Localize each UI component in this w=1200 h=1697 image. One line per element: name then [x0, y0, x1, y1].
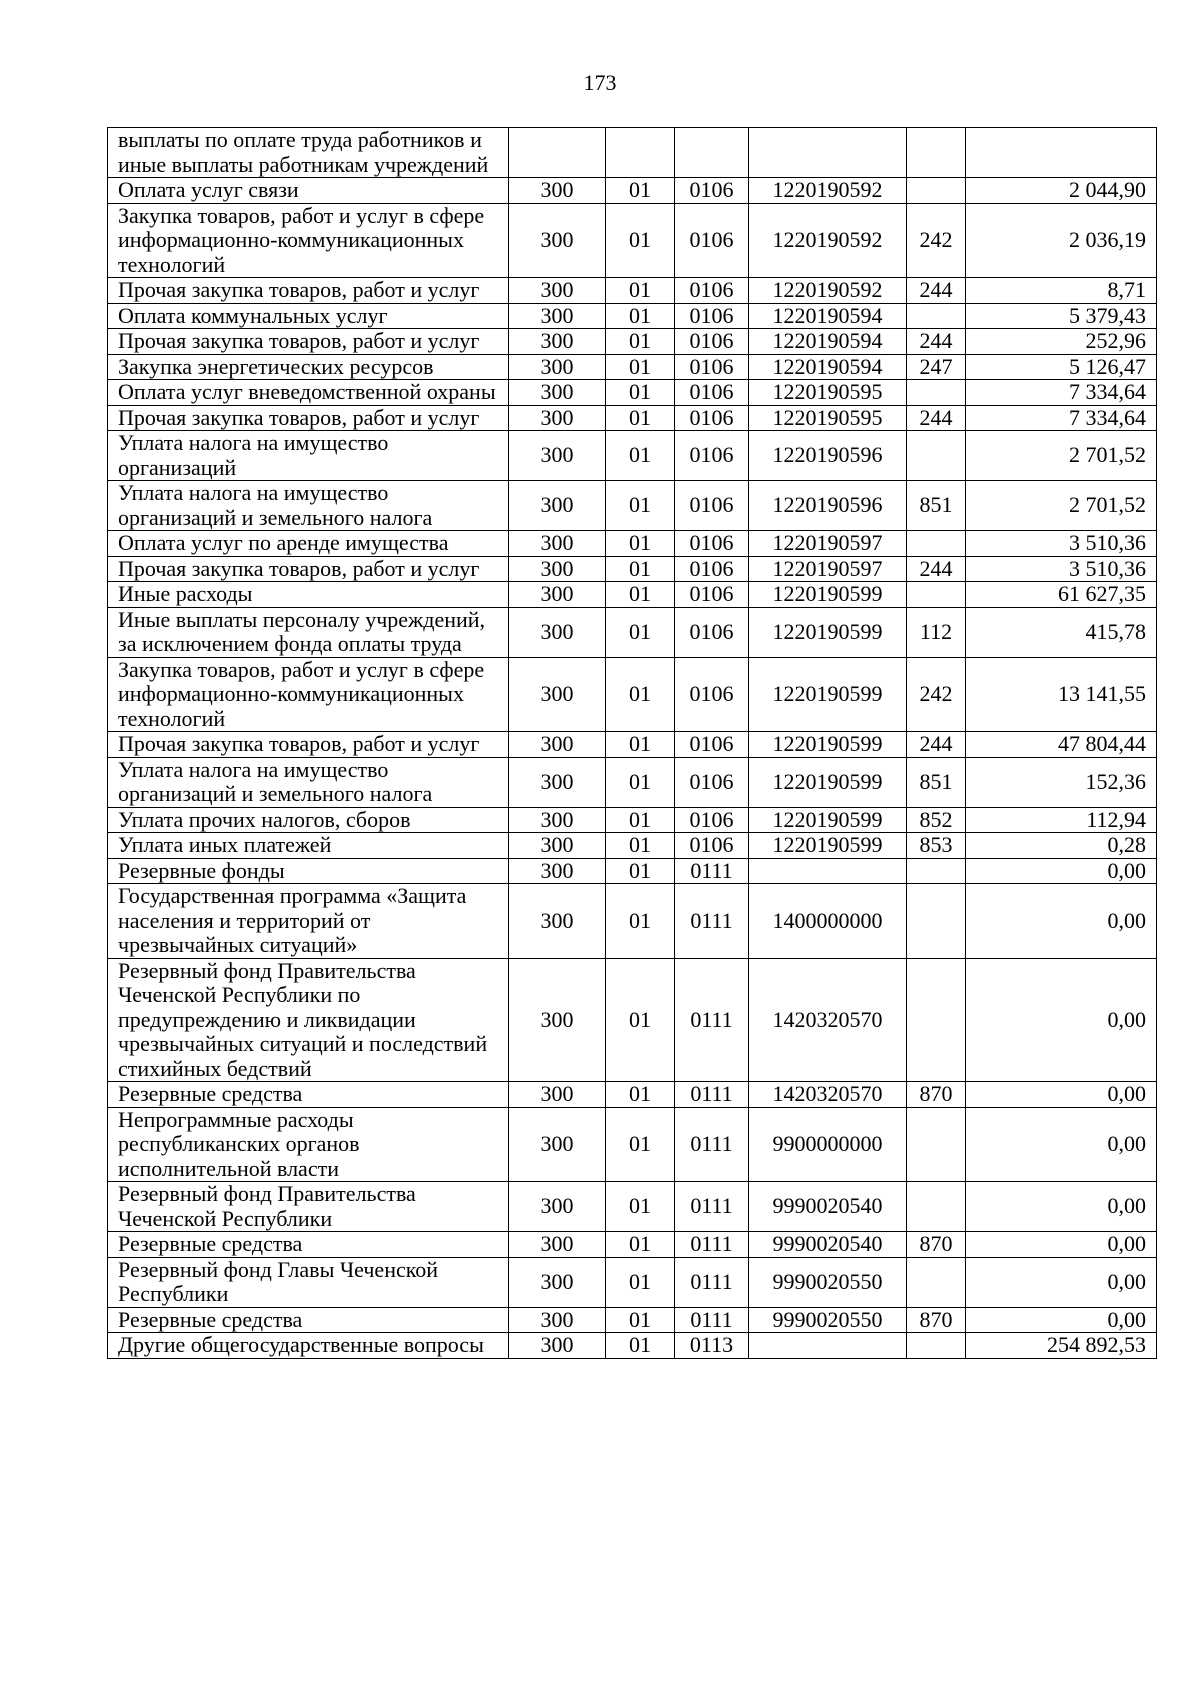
row-target-article-cell: 9990020550: [749, 1307, 907, 1333]
row-target-article-cell: 9900000000: [749, 1107, 907, 1182]
row-target-article-cell: 1220190595: [749, 380, 907, 406]
row-subsection-cell: 0106: [675, 380, 749, 406]
row-expense-type-cell: [907, 858, 966, 884]
budget-table-body: [108, 128, 1157, 1359]
table-row: [108, 1333, 1157, 1359]
row-name-cell: Прочая закупка товаров, работ и услуг: [108, 556, 509, 582]
row-section-cell: 01: [606, 607, 675, 657]
row-expense-type-cell: [907, 1107, 966, 1182]
row-expense-type-cell: 244: [907, 556, 966, 582]
row-subsection-cell: 0106: [675, 354, 749, 380]
row-name-cell: Оплата услуг вневедомственной охраны: [108, 380, 509, 406]
row-name-cell: Уплата прочих налогов, сборов: [108, 807, 509, 833]
row-target-article-cell: [749, 128, 907, 178]
row-name-cell: Прочая закупка товаров, работ и услуг: [108, 278, 509, 304]
row-target-article-cell: 9990020540: [749, 1182, 907, 1232]
table-row: [108, 1182, 1157, 1232]
row-amount-cell: 3 510,36: [966, 556, 1157, 582]
row-name-cell: Резервный фонд Правительства Чеченской Республики по предупреждению и ликвидации чрезвычайных ситуаций и последствий стихийных бедствий: [108, 958, 509, 1082]
row-amount-cell: 5 379,43: [966, 303, 1157, 329]
row-expense-type-cell: [907, 884, 966, 959]
row-name-cell: Иные выплаты персоналу учреждений, за исключением фонда оплаты труда: [108, 607, 509, 657]
row-section-cell: 01: [606, 1257, 675, 1307]
row-name-cell: Уплата налога на имущество организаций и земельного налога: [108, 481, 509, 531]
row-section-cell: 01: [606, 278, 675, 304]
table-row: [108, 128, 1157, 178]
table-row: [108, 531, 1157, 557]
row-amount-cell: 0,28: [966, 833, 1157, 859]
row-amount-cell: 415,78: [966, 607, 1157, 657]
row-section-cell: 01: [606, 354, 675, 380]
row-name-cell: Прочая закупка товаров, работ и услуг: [108, 329, 509, 355]
row-section-cell: 01: [606, 732, 675, 758]
row-target-article-cell: 1220190597: [749, 531, 907, 557]
row-amount-cell: 0,00: [966, 884, 1157, 959]
row-amount-cell: 2 701,52: [966, 431, 1157, 481]
row-expense-type-cell: 870: [907, 1082, 966, 1108]
row-subsection-cell: 0106: [675, 303, 749, 329]
row-expense-type-cell: 112: [907, 607, 966, 657]
row-target-article-cell: 1220190592: [749, 203, 907, 278]
row-grbs-cell: 300: [509, 1082, 606, 1108]
row-subsection-cell: 0106: [675, 657, 749, 732]
row-name-cell: Прочая закупка товаров, работ и услуг: [108, 405, 509, 431]
row-grbs-cell: 300: [509, 556, 606, 582]
row-target-article-cell: 1220190599: [749, 757, 907, 807]
table-row: [108, 431, 1157, 481]
row-expense-type-cell: 870: [907, 1232, 966, 1258]
row-subsection-cell: 0106: [675, 757, 749, 807]
row-subsection-cell: 0106: [675, 278, 749, 304]
row-target-article-cell: 1220190599: [749, 732, 907, 758]
row-expense-type-cell: [907, 1182, 966, 1232]
table-row: [108, 884, 1157, 959]
budget-table: [107, 127, 1157, 1359]
row-section-cell: [606, 128, 675, 178]
row-subsection-cell: 0111: [675, 1257, 749, 1307]
row-grbs-cell: 300: [509, 203, 606, 278]
row-subsection-cell: 0111: [675, 884, 749, 959]
row-expense-type-cell: [907, 178, 966, 204]
row-amount-cell: 0,00: [966, 1182, 1157, 1232]
row-target-article-cell: [749, 858, 907, 884]
table-row: [108, 958, 1157, 1082]
row-target-article-cell: 1420320570: [749, 958, 907, 1082]
row-target-article-cell: 1220190599: [749, 807, 907, 833]
row-section-cell: 01: [606, 833, 675, 859]
row-name-cell: Резервные фонды: [108, 858, 509, 884]
row-name-cell: Резервные средства: [108, 1307, 509, 1333]
row-section-cell: 01: [606, 178, 675, 204]
row-name-cell: Оплата услуг по аренде имущества: [108, 531, 509, 557]
row-expense-type-cell: 242: [907, 657, 966, 732]
row-grbs-cell: 300: [509, 732, 606, 758]
row-amount-cell: 0,00: [966, 858, 1157, 884]
row-expense-type-cell: 853: [907, 833, 966, 859]
row-subsection-cell: 0111: [675, 958, 749, 1082]
table-row: [108, 1107, 1157, 1182]
row-expense-type-cell: 870: [907, 1307, 966, 1333]
row-section-cell: 01: [606, 303, 675, 329]
row-section-cell: 01: [606, 1333, 675, 1359]
row-target-article-cell: 1220190599: [749, 833, 907, 859]
table-row: [108, 405, 1157, 431]
row-grbs-cell: 300: [509, 1257, 606, 1307]
row-target-article-cell: 1220190594: [749, 303, 907, 329]
table-row: [108, 1082, 1157, 1108]
row-amount-cell: 5 126,47: [966, 354, 1157, 380]
row-subsection-cell: 0111: [675, 1307, 749, 1333]
row-name-cell: Оплата коммунальных услуг: [108, 303, 509, 329]
row-grbs-cell: 300: [509, 884, 606, 959]
row-amount-cell: 254 892,53: [966, 1333, 1157, 1359]
row-grbs-cell: 300: [509, 657, 606, 732]
row-name-cell: Резервный фонд Правительства Чеченской Республики: [108, 1182, 509, 1232]
row-grbs-cell: 300: [509, 582, 606, 608]
row-name-cell: Резервные средства: [108, 1082, 509, 1108]
row-section-cell: 01: [606, 582, 675, 608]
table-row: [108, 833, 1157, 859]
row-subsection-cell: 0111: [675, 1182, 749, 1232]
row-subsection-cell: 0106: [675, 405, 749, 431]
row-target-article-cell: 1220190597: [749, 556, 907, 582]
table-row: [108, 607, 1157, 657]
row-expense-type-cell: [907, 582, 966, 608]
row-target-article-cell: 1220190596: [749, 481, 907, 531]
row-grbs-cell: 300: [509, 1107, 606, 1182]
row-expense-type-cell: [907, 958, 966, 1082]
row-target-article-cell: 1220190599: [749, 582, 907, 608]
row-amount-cell: 2 044,90: [966, 178, 1157, 204]
row-section-cell: 01: [606, 481, 675, 531]
row-expense-type-cell: 242: [907, 203, 966, 278]
row-amount-cell: [966, 128, 1157, 178]
row-name-cell: Закупка товаров, работ и услуг в сфере информационно-коммуникационных технологий: [108, 203, 509, 278]
row-expense-type-cell: 244: [907, 405, 966, 431]
row-subsection-cell: 0106: [675, 531, 749, 557]
row-subsection-cell: 0106: [675, 607, 749, 657]
row-grbs-cell: 300: [509, 405, 606, 431]
row-name-cell: Закупка товаров, работ и услуг в сфере информационно-коммуникационных технологий: [108, 657, 509, 732]
row-section-cell: 01: [606, 203, 675, 278]
row-section-cell: 01: [606, 958, 675, 1082]
table-row: [108, 1232, 1157, 1258]
row-name-cell: выплаты по оплате труда работников и иные выплаты работникам учреждений: [108, 128, 509, 178]
row-amount-cell: 0,00: [966, 1307, 1157, 1333]
row-section-cell: 01: [606, 329, 675, 355]
page-number: 173: [583, 70, 617, 95]
table-row: [108, 858, 1157, 884]
row-grbs-cell: 300: [509, 833, 606, 859]
row-expense-type-cell: [907, 128, 966, 178]
row-section-cell: 01: [606, 531, 675, 557]
table-row: [108, 380, 1157, 406]
row-expense-type-cell: 851: [907, 481, 966, 531]
row-name-cell: Закупка энергетических ресурсов: [108, 354, 509, 380]
row-expense-type-cell: [907, 431, 966, 481]
row-amount-cell: 2 036,19: [966, 203, 1157, 278]
row-target-article-cell: 1220190592: [749, 178, 907, 204]
row-section-cell: 01: [606, 1082, 675, 1108]
row-name-cell: Уплата налога на имущество организаций: [108, 431, 509, 481]
row-subsection-cell: 0106: [675, 556, 749, 582]
row-target-article-cell: [749, 1333, 907, 1359]
row-subsection-cell: 0106: [675, 203, 749, 278]
row-section-cell: 01: [606, 1107, 675, 1182]
row-subsection-cell: 0106: [675, 582, 749, 608]
row-target-article-cell: 1420320570: [749, 1082, 907, 1108]
row-target-article-cell: 1220190594: [749, 329, 907, 355]
row-name-cell: Другие общегосударственные вопросы: [108, 1333, 509, 1359]
table-row: [108, 582, 1157, 608]
table-row: [108, 1307, 1157, 1333]
row-name-cell: Непрограммные расходы республиканских органов исполнительной власти: [108, 1107, 509, 1182]
row-expense-type-cell: [907, 1257, 966, 1307]
row-amount-cell: 112,94: [966, 807, 1157, 833]
row-grbs-cell: 300: [509, 303, 606, 329]
row-subsection-cell: 0111: [675, 1107, 749, 1182]
row-expense-type-cell: [907, 1333, 966, 1359]
row-subsection-cell: 0113: [675, 1333, 749, 1359]
row-grbs-cell: 300: [509, 607, 606, 657]
row-name-cell: Иные расходы: [108, 582, 509, 608]
row-amount-cell: 47 804,44: [966, 732, 1157, 758]
row-amount-cell: 3 510,36: [966, 531, 1157, 557]
row-amount-cell: 252,96: [966, 329, 1157, 355]
row-amount-cell: 0,00: [966, 1257, 1157, 1307]
row-subsection-cell: 0106: [675, 329, 749, 355]
table-row: [108, 329, 1157, 355]
row-section-cell: 01: [606, 380, 675, 406]
row-section-cell: 01: [606, 858, 675, 884]
row-amount-cell: 0,00: [966, 1082, 1157, 1108]
row-expense-type-cell: 244: [907, 732, 966, 758]
row-target-article-cell: 9990020540: [749, 1232, 907, 1258]
row-name-cell: Резервные средства: [108, 1232, 509, 1258]
row-name-cell: Оплата услуг связи: [108, 178, 509, 204]
row-grbs-cell: 300: [509, 329, 606, 355]
row-section-cell: 01: [606, 1307, 675, 1333]
row-grbs-cell: 300: [509, 1182, 606, 1232]
row-amount-cell: 13 141,55: [966, 657, 1157, 732]
row-section-cell: 01: [606, 556, 675, 582]
table-row: [108, 203, 1157, 278]
table-row: [108, 178, 1157, 204]
row-grbs-cell: 300: [509, 380, 606, 406]
row-amount-cell: 0,00: [966, 1232, 1157, 1258]
row-amount-cell: 2 701,52: [966, 481, 1157, 531]
row-grbs-cell: 300: [509, 1307, 606, 1333]
row-section-cell: 01: [606, 757, 675, 807]
row-subsection-cell: 0106: [675, 833, 749, 859]
row-grbs-cell: 300: [509, 278, 606, 304]
row-grbs-cell: 300: [509, 431, 606, 481]
table-row: [108, 807, 1157, 833]
row-grbs-cell: 300: [509, 807, 606, 833]
row-amount-cell: 152,36: [966, 757, 1157, 807]
row-section-cell: 01: [606, 431, 675, 481]
table-row: [108, 278, 1157, 304]
row-grbs-cell: 300: [509, 958, 606, 1082]
row-amount-cell: 8,71: [966, 278, 1157, 304]
row-subsection-cell: [675, 128, 749, 178]
row-expense-type-cell: 244: [907, 278, 966, 304]
row-section-cell: 01: [606, 807, 675, 833]
row-subsection-cell: 0106: [675, 732, 749, 758]
row-target-article-cell: 1220190596: [749, 431, 907, 481]
row-subsection-cell: 0106: [675, 807, 749, 833]
row-name-cell: Резервный фонд Главы Чеченской Республики: [108, 1257, 509, 1307]
table-row: [108, 481, 1157, 531]
row-amount-cell: 7 334,64: [966, 380, 1157, 406]
row-amount-cell: 7 334,64: [966, 405, 1157, 431]
row-target-article-cell: 1220190599: [749, 607, 907, 657]
row-name-cell: Уплата налога на имущество организаций и земельного налога: [108, 757, 509, 807]
table-row: [108, 354, 1157, 380]
row-grbs-cell: 300: [509, 1232, 606, 1258]
table-row: [108, 1257, 1157, 1307]
row-target-article-cell: 9990020550: [749, 1257, 907, 1307]
table-row: [108, 757, 1157, 807]
row-subsection-cell: 0106: [675, 178, 749, 204]
row-grbs-cell: 300: [509, 481, 606, 531]
row-expense-type-cell: [907, 380, 966, 406]
row-name-cell: Уплата иных платежей: [108, 833, 509, 859]
row-section-cell: 01: [606, 1182, 675, 1232]
row-target-article-cell: 1220190599: [749, 657, 907, 732]
row-section-cell: 01: [606, 884, 675, 959]
row-subsection-cell: 0106: [675, 431, 749, 481]
row-name-cell: Прочая закупка товаров, работ и услуг: [108, 732, 509, 758]
row-expense-type-cell: [907, 531, 966, 557]
row-amount-cell: 0,00: [966, 958, 1157, 1082]
row-expense-type-cell: [907, 303, 966, 329]
row-amount-cell: 0,00: [966, 1107, 1157, 1182]
row-grbs-cell: 300: [509, 1333, 606, 1359]
row-amount-cell: 61 627,35: [966, 582, 1157, 608]
row-grbs-cell: 300: [509, 178, 606, 204]
table-row: [108, 732, 1157, 758]
row-subsection-cell: 0111: [675, 1232, 749, 1258]
row-target-article-cell: 1220190592: [749, 278, 907, 304]
row-expense-type-cell: 247: [907, 354, 966, 380]
row-section-cell: 01: [606, 1232, 675, 1258]
row-subsection-cell: 0111: [675, 1082, 749, 1108]
row-target-article-cell: 1220190594: [749, 354, 907, 380]
row-expense-type-cell: 244: [907, 329, 966, 355]
table-row: [108, 556, 1157, 582]
row-subsection-cell: 0111: [675, 858, 749, 884]
table-row: [108, 657, 1157, 732]
row-name-cell: Государственная программа «Защита населения и территорий от чрезвычайных ситуаций»: [108, 884, 509, 959]
row-grbs-cell: 300: [509, 757, 606, 807]
row-grbs-cell: 300: [509, 354, 606, 380]
table-row: [108, 303, 1157, 329]
row-grbs-cell: 300: [509, 531, 606, 557]
row-grbs-cell: 300: [509, 858, 606, 884]
row-grbs-cell: [509, 128, 606, 178]
row-target-article-cell: 1220190595: [749, 405, 907, 431]
row-section-cell: 01: [606, 405, 675, 431]
row-expense-type-cell: 851: [907, 757, 966, 807]
row-section-cell: 01: [606, 657, 675, 732]
row-subsection-cell: 0106: [675, 481, 749, 531]
row-expense-type-cell: 852: [907, 807, 966, 833]
row-target-article-cell: 1400000000: [749, 884, 907, 959]
